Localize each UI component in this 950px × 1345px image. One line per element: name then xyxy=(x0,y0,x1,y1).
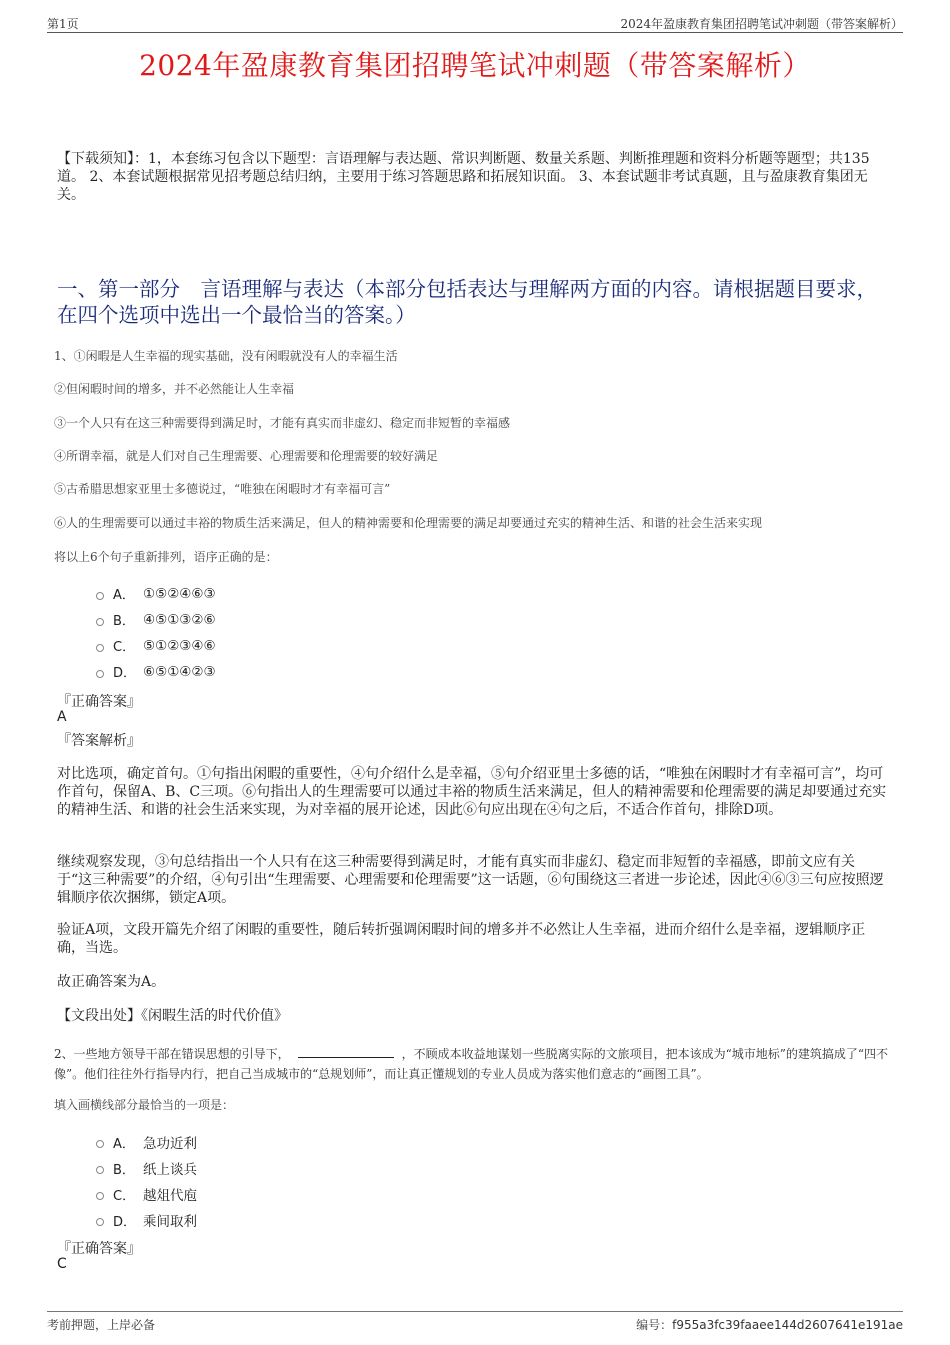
q1-analysis-paragraph-1: 对比选项，确定首句。①句指出闲暇的重要性，④句介绍什么是幸福，⑤句介绍亚里士多德的话，“唯独在闲暇时才有幸福可言”，均可作首句，保留A、B、C三项。⑥句指出人的生理需要可以通过丰裕的物质生活来满足，但人的精神需要和伦理需要的满足却要通过充实的精神生活、和谐的社会生活来实现，为对幸福的展开论述，因此⑥句应出现在④句之后，不适合作首句，排除D项。 xyxy=(57,766,887,818)
option-letter: B． xyxy=(113,614,135,629)
question-2-prompt: 填入画横线部分最恰当的一项是： xyxy=(54,1098,235,1112)
q1-analysis-paragraph-4: 故正确答案为A。 xyxy=(57,974,166,990)
option-letter: A． xyxy=(113,1136,135,1152)
page-number: 第1页 xyxy=(47,17,79,31)
section-heading: 一、第一部分 言语理解与表达（本部分包括表达与理解两方面的内容。请根据题目要求，在四个选项中选出一个最恰当的答案。） xyxy=(57,277,877,327)
option-letter: D． xyxy=(113,1214,137,1230)
option-text: 急功近利 xyxy=(143,1136,197,1152)
option-text: 越俎代庖 xyxy=(143,1188,197,1204)
option-letter: C． xyxy=(113,1188,136,1204)
q1-option-d[interactable] xyxy=(96,662,216,681)
option-text: 纸上谈兵 xyxy=(143,1162,197,1178)
q2-option-b[interactable] xyxy=(96,1158,197,1178)
q2-option-c[interactable] xyxy=(96,1184,197,1204)
radio-icon[interactable] xyxy=(96,670,104,678)
option-letter: B． xyxy=(113,1162,135,1178)
radio-icon[interactable] xyxy=(96,1192,104,1200)
question-1-line-1: 1、①闲暇是人生幸福的现实基础，没有闲暇就没有人的幸福生活 xyxy=(54,349,398,363)
download-notice: 【下载须知】：1，本套练习包含以下题型：言语理解与表达题、常识判断题、数量关系题、判断推理题和资料分析题等题型；共135道。 2、本套试题根据常见招考题总结归纳，主要用于练习答题思路和拓展知识面。 3、本套试题非考试真题，且与盈康教育集团无关。 xyxy=(57,151,870,203)
radio-icon[interactable] xyxy=(96,592,104,600)
footer-slogan: 考前押题，上岸必备 xyxy=(47,1318,156,1332)
footer-code-label: 编号： xyxy=(636,1318,673,1332)
q1-option-c[interactable] xyxy=(96,636,216,655)
footer-code xyxy=(636,1316,903,1333)
q2-stem-before: 2、一些地方领导干部在错误思想的引导下， xyxy=(54,1047,290,1061)
option-letter: D． xyxy=(113,666,137,681)
q1-analysis-paragraph-2: 继续观察发现，③句总结指出一个人只有在这三种需要得到满足时，才能有真实而非虚幻、稳定而非短暂的幸福感，即前文应有关于“这三种需要”的介绍，④句引出“生理需要、心理需要和伦理需要”这一话题，⑥句围绕这三者进一步论述，因此④⑥③三句应按照逻辑顺序依次捆绑，锁定A项。 xyxy=(57,854,884,906)
option-letter: C． xyxy=(113,640,136,655)
question-1-line-6: ⑥人的生理需要可以通过丰裕的物质生活来满足，但人的精神需要和伦理需要的满足却要通过充实的精神生活、和谐的社会生活来实现 xyxy=(54,516,763,530)
q1-source: 【文段出处】《闲暇生活的时代价值》 xyxy=(57,1008,288,1024)
q1-correct-answer: A xyxy=(57,709,67,725)
footer-code-value: f955a3fc39faaee144d2607641e191ae xyxy=(672,1318,903,1332)
q1-option-b[interactable] xyxy=(96,610,216,629)
q2-correct-answer: C xyxy=(57,1256,67,1272)
option-text: 乘间取利 xyxy=(143,1214,197,1230)
question-1-line-2: ②但闲暇时间的增多，并不必然能让人生幸福 xyxy=(54,382,295,396)
q1-option-a[interactable] xyxy=(96,584,216,603)
question-2-stem xyxy=(54,1044,898,1084)
question-1-line-5: ⑤古希腊思想家亚里士多德说过，“唯独在闲暇时才有幸福可言” xyxy=(54,482,391,496)
document-title: 2024年盈康教育集团招聘笔试冲刺题（带答案解析） xyxy=(139,49,811,82)
fill-blank xyxy=(298,1047,394,1058)
radio-icon[interactable] xyxy=(96,1218,104,1226)
radio-icon[interactable] xyxy=(96,1140,104,1148)
option-text: ①⑤②④⑥③ xyxy=(143,585,216,602)
q2-option-d[interactable] xyxy=(96,1210,197,1230)
q1-analysis-paragraph-3: 验证A项，文段开篇先介绍了闲暇的重要性，随后转折强调闲暇时间的增多并不必然让人生幸福，进而介绍什么是幸福，逻辑顺序正确，当选。 xyxy=(57,922,866,956)
question-1-prompt: 将以上6个句子重新排列，语序正确的是： xyxy=(54,550,278,564)
radio-icon[interactable] xyxy=(96,1166,104,1174)
question-1-line-4: ④所谓幸福，就是人们对自己生理需要、心理需要和伦理需要的较好满足 xyxy=(54,449,439,463)
page-header xyxy=(47,12,903,33)
radio-icon[interactable] xyxy=(96,644,104,652)
radio-icon[interactable] xyxy=(96,618,104,626)
q1-analysis-label: 『答案解析』 xyxy=(57,733,141,749)
option-text: ⑥⑤①④②③ xyxy=(143,663,216,680)
option-text: ④⑤①③②⑥ xyxy=(143,611,216,628)
q2-option-a[interactable] xyxy=(96,1132,197,1152)
page-footer xyxy=(47,1311,903,1334)
q2-stem-after: ，不顾成本收益地谋划一些脱离实际的文旅项目，把本该成为“城市地标”的建筑搞成了“四不像”。他们往往外行指导内行，把自己当成城市的“总规划师”，而让真正懂规划的专业人员成为落实他们意志的“画图工具”。 xyxy=(54,1047,889,1081)
header-doc-title: 2024年盈康教育集团招聘笔试冲刺题（带答案解析） xyxy=(620,17,903,31)
question-1-line-3: ③一个人只有在这三种需要得到满足时，才能有真实而非虚幻、稳定而非短暂的幸福感 xyxy=(54,416,511,430)
q2-correct-answer-label: 『正确答案』 xyxy=(57,1241,141,1257)
option-text: ⑤①②③④⑥ xyxy=(143,637,216,654)
option-letter: A． xyxy=(113,588,135,603)
q1-correct-answer-label: 『正确答案』 xyxy=(57,694,141,710)
